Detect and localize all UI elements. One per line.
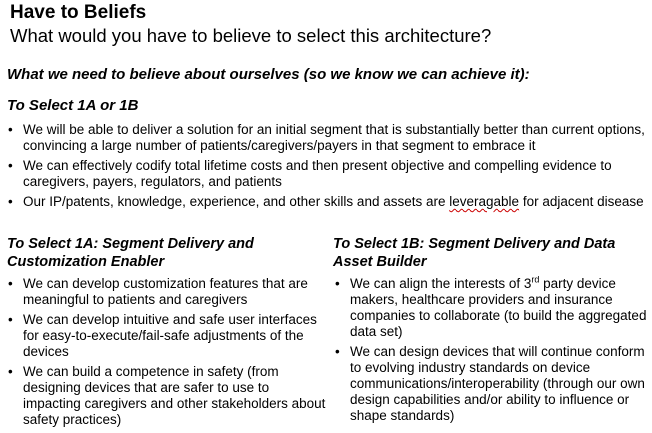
- list-item: • We can effectively codify total lifetime costs and then present objective and compelling evidence to caregivers, payers, regulators, and patients: [8, 158, 650, 190]
- list-item: • We can develop customization features that are meaningful to patients and caregivers: [8, 276, 326, 308]
- bullet-text: We can align the interests of 3: [350, 276, 532, 291]
- list-item: [8, 194, 650, 210]
- list-item: • We can design devices that will continue conform to evolving industry standards on device communications/interoperability (through our own design capabilities and/or ability to influence or shape standards): [335, 344, 647, 424]
- list-item: • We can build a competence in safety (from designing devices that are safer to use to impacting caregivers and other stakeholders about safety practices): [8, 364, 326, 428]
- bullet-list-1b: [335, 276, 647, 428]
- section-heading-1a: To Select 1A: Segment Delivery and Customization Enabler: [7, 236, 254, 270]
- bullet-text: Our IP/patents, knowledge, experience, and other skills and assets are: [23, 194, 450, 209]
- main-bullet-list: [8, 122, 650, 214]
- list-item: [335, 276, 647, 340]
- section-heading-1b: To Select 1B: Segment Delivery and Data Asset Builder: [333, 236, 616, 270]
- list-item: • We can develop intuitive and safe user interfaces for easy-to-execute/fail-safe adjustments of the devices: [8, 312, 326, 360]
- bullet-text: for adjacent disease: [519, 194, 644, 209]
- ordinal-superscript: rd: [531, 274, 540, 285]
- section-subheading-1a-or-1b: To Select 1A or 1B: [7, 97, 139, 114]
- spellcheck-flagged-word: leveragable: [449, 194, 520, 209]
- bullet-text: party device makers, healthcare providers and insurance companies to collaborate (to build the aggregated data set): [350, 276, 647, 339]
- page-title: Have to Beliefs: [10, 2, 147, 23]
- section-heading-beliefs: What we need to believe about ourselves (so we know we can achieve it):: [7, 66, 530, 83]
- bullet-list-1a: [8, 276, 326, 432]
- page-subtitle: What would you have to believe to select this architecture?: [10, 25, 492, 46]
- list-item: • We will be able to deliver a solution for an initial segment that is substantially better than current options, convincing a large number of patients/caregivers/payers in that segment to embrace it: [8, 122, 650, 154]
